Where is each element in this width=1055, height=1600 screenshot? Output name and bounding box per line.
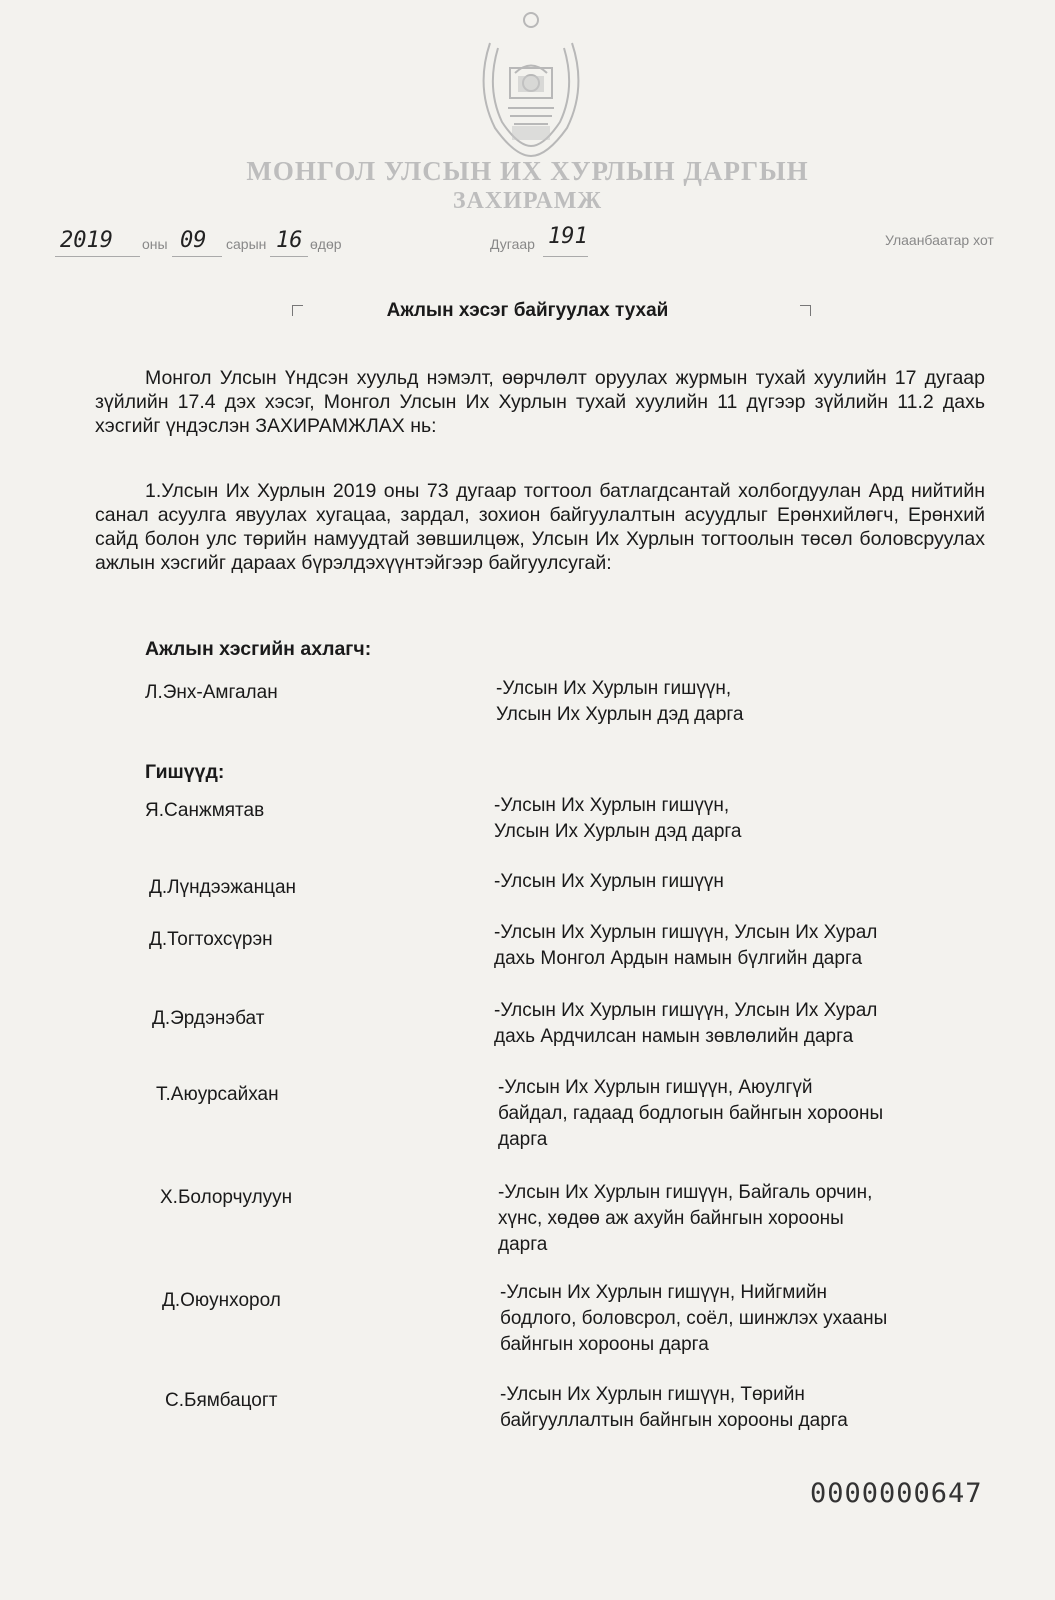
number-label: Дугаар <box>490 236 535 252</box>
member-name: С.Бямбацогт <box>165 1390 278 1411</box>
member-desc: -Улсын Их Хурлын гишүүн, Төрийн байгууллалтын байнгын хорооны дарга <box>500 1384 848 1431</box>
members-heading: Гишүүд: <box>145 761 225 783</box>
member-desc: -Улсын Их Хурлын гишүүн, Байгаль орчин, хүнс, хөдөө аж ахуйн байнгын хорооны дарга <box>498 1182 873 1255</box>
member-desc: -Улсын Их Хурлын гишүүн, Аюулгүй байдал, гадаад бодлогын байнгын хорооны дарга <box>498 1077 884 1150</box>
day-label: өдөр <box>310 236 342 252</box>
header-line-2: ЗАХИРАМЖ <box>452 188 603 214</box>
member-name: Х.Болорчулуун <box>160 1187 293 1208</box>
year-label: оны <box>142 236 168 252</box>
member-name: Я.Санжмятав <box>145 800 265 821</box>
member-name: Д.Эрдэнэбат <box>152 1008 265 1029</box>
decree-number: 191 <box>548 224 588 249</box>
month-label: сарын <box>226 236 267 252</box>
serial-number: 0000000647 <box>810 1478 983 1509</box>
leader-name: Л.Энх-Амгалан <box>145 682 278 703</box>
date-year: 2019 <box>60 228 113 253</box>
header-line-1: МОНГОЛ УЛСЫН ИХ ХУРЛЫН ДАРГЫН <box>246 156 809 186</box>
document-title: Ажлын хэсэг байгуулах тухай <box>386 300 669 321</box>
member-name: Д.Тогтохсүрэн <box>149 929 273 950</box>
member-name: Д.Оюунхорол <box>162 1290 281 1311</box>
date-day: 16 <box>276 228 303 253</box>
member-name: Т.Аюурсайхан <box>156 1084 279 1105</box>
decree-paragraph-1: 1.Улсын Их Хурлын 2019 оны 73 дугаар тогтоол батлагдсантай холбогдуулан Ард нийтийн санал асуулга явуулах хугацаа, зардал, зохион байгуулалтын асуудлыг Ерөнхийлөгч, Ерөнхий сайд болон улс төрийн намуудтай зөвшилцөж, Улсын Их Хурлын тогтоолын төсөл боловсруулах ажлын хэсгийг дараах бүрэлдэхүүнтэйгээр байгуулсугай: <box>95 480 985 574</box>
leader-heading: Ажлын хэсгийн ахлагч: <box>145 638 372 660</box>
city-label: Улаанбаатар хот <box>885 232 994 248</box>
member-desc: -Улсын Их Хурлын гишүүн, Улсын Их Хурал дахь Монгол Ардын намын бүлгийн дарга <box>494 922 878 969</box>
state-emblem-icon <box>470 8 592 158</box>
member-desc: -Улсын Их Хурлын гишүүн, Нийгмийн бодлого, боловсрол, соёл, шинжлэх ухааны байнгын хорооны дарга <box>500 1282 888 1355</box>
date-month: 09 <box>180 228 207 253</box>
member-desc: -Улсын Их Хурлын гишүүн, Улсын Их Хурал дахь Ардчилсан намын зөвлөлийн дарга <box>494 1000 878 1047</box>
preamble-paragraph: Монгол Улсын Үндсэн хуульд нэмэлт, өөрчлөлт оруулах журмын тухай хуулийн 17 дугаар зүйлийн 17.4 дэх хэсэг, Монгол Улсын Их Хурлын тухай хуулийн 11 дүгээр зүйлийн 11.2 дахь хэсгийг үндэслэн ЗАХИРАМЖЛАХ нь: <box>95 367 985 437</box>
member-desc: -Улсын Их Хурлын гишүүн <box>494 871 724 892</box>
member-name: Д.Лүндээжанцан <box>149 877 297 898</box>
member-desc: -Улсын Их Хурлын гишүүн, Улсын Их Хурлын дэд дарга <box>494 795 742 842</box>
leader-desc: -Улсын Их Хурлын гишүүн, Улсын Их Хурлын дэд дарга <box>496 678 744 725</box>
